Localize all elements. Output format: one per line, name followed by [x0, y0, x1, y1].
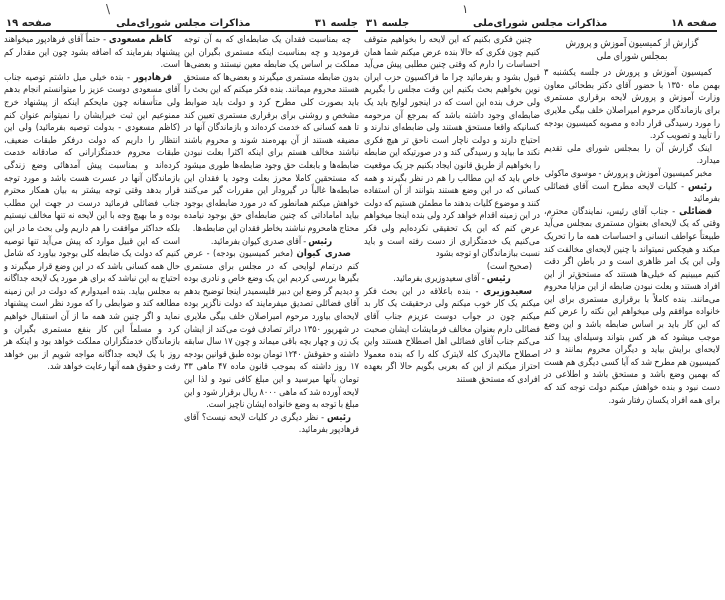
paragraph-text: (مخبر کمیسیون بودجه) - عرض کنم درتمام لوایحی که در مجلس برای مستمری بگیرها بررسی کردیم این یک وضع خاص و نادری بوده و دیدیم گر وضع این دبیر فلیسمیدر اینجا توضیح بدهم آقای فضائلی تصدیق میفرمایند که دولت ناگزیر بوده لایحه‌ای بیاورد مرحوم امیراصلان خلف بیگی ملایری در شهریور ۱۳۵۰ دراثر تصادف فوت می‌کند از ایشان یک زن و چهار بچه باقی میماند و چون ۱۷ سال سابقه داشته و حقوقش ۱۲۴۰ تومان بوده طبق قوانین بودجه ۱۷ روز داشته که بموجب قانون ماده ۴۷ ماهی ۳۳ تومان بآنها میرسید و این مبلغ کافی نبود و لذا این لایحه آورده شد که ماهی ۸۰۰۰ ریال برقرار شود و این مبلغ با توجه به وضع خانواده ایشان ناچیز است. — [184, 249, 360, 411]
report-subheading: بمجلس شورای ملی — [596, 50, 668, 62]
paragraph — [364, 261, 540, 274]
paragraph-text: - حتماً آقای فرهادپور میخواهند پیشنهاد بفرمایند که اضافه بشود چون این مقدار کم است. — [4, 35, 180, 71]
paragraph-text: مخبر کمیسیون آموزش و پرورش - موسوی ماکوئی — [544, 168, 712, 179]
text-column-right — [544, 34, 720, 407]
speaker-name: فضائلی — [679, 205, 713, 217]
paragraph-text: کمیسیون آموزش و پرورش در جلسه یکشنبه ۳ بهمن ماه ۱۳۵۰ با حضور آقای دکتر بطحائی معاون وزارت آموزش و پرورش لایحه برقراری مستمری برای بازماندگان مرحوم امیراصلان خلف بیگی ملایری را مورد رسیدگی قرار داده و مصوبه کمیسیون بودجه را تأیید و تصویب کرد. — [544, 68, 720, 142]
speaker-name: صدری کیوان — [296, 248, 351, 260]
text-column-left — [364, 34, 540, 387]
paragraph-text: - آقای صدری کیوان بفرمائید. — [210, 236, 307, 247]
report-heading: گزارش از کمیسیون آموزش و پرورش — [565, 38, 699, 49]
page-header — [6, 16, 358, 32]
paragraph-text: چه بمناسبت فقدان یک ضابطه‌ای که به آن توجه فرمودید و چه بمناسبت اینکه مستمری بگیران این مملکت بر اساس یک ضابطه معین نیستند و بعضی‌ها بدون ضابطه مستمری میگیرند و بعضی‌ها که مستحق هستند محروم میمانند. بنده فکر میکنم که این بحث را باید بصورت کلی مطرح کرد و دولت باید ضوابط مشخص و روشنی برای برقراری مستمری تعیین کند تا همه کسانی که خدمت کرده‌اند و بازماندگان آنها در مضیقه هستند از آن بهره‌مند شوند و محروم باشند نباشند مخالف هستم برای اینکه اکثرا بعلت نبودن ضابطه‌ها و بابعلت حق وجود ضابطه‌ها طوری میشود که مستحقین کاملا محرز بعلت وجود یا فقدان این ضابطه‌ها غالباً در گیرودار این مقررات گیر می‌کنند خواهش میکنم همانطور که در مورد ضابطه‌ای بوجود بیاید اماماداتی که چنین ضابطه‌ای حق بوجود نیامده محتاج هامحروم نباشند بخاطر فقدان این ضابطه‌ها. — [184, 35, 359, 234]
paragraph-text: چنین فکری بکنیم که این لایحه را بخواهیم متوقف کنیم چون فکری که حالا بنده عرض میکنم شما همان احساسات را دارم که وقتی چنین مطلبی پیش می‌آید قبول بشود و بفرمائید چرا ما فراکسیون حزب ایران نوین بخواهیم بحث بکنیم این وقت مجلس را بگیریم ولی حرف بنده این است که در اینجور لوایح باید یک ضابطه‌ای وجود داشته باشد که بمرجع آن مرحومه کسانیکه واقعا مستحق هستند ولی ضابطه‌ای ندارند و احتیاج دارند و دولت ناچار است ناحق تر هیچ فکری نکند ما بیاید و رسیدگی کند و در صورتیکه این ضابطه را بخواهیم از طریق قانون ایجاد بکنیم جز یک موقعیت خاص باید که این مطالب را هم در نظر بگیرند و همه کسانی که در این وضع هستند بتوانند از آن استفاده کنند و موضوع کلیات بدهند ما مطمئن هستیم که دولت در این زمینه اقدام خواهد کرد ولی بنده اینجا میخواهم عرض کنم که این یک تحقیقی نکرده‌ایم ولی فکر می‌کنیم یک خدمتگزاری از دست رفته است و باید نسبت ببازماندگان او توجه بشود — [364, 35, 540, 260]
paragraph — [184, 236, 359, 249]
paragraph-text: - نظر دیگری در کلیات لایحه نیست؟ آقای فرهادپور بفرمائید. — [184, 412, 359, 436]
paragraph-text: - جناب آقای رئیس، نمایندگان محترم، وقتی که یک لایحه‌ای بعنوان مستمری بمجلس می‌آید طبیعتاً عواطف انسانی و احساسات همه ما را تحریک میکند و هیچکس نمیتواند با چنین لایحه‌ای مخالفت کند ولی این یک امر ظاهری است و در باطن اگر دقت کنیم میبینیم که خیلی‌ها هستند که مستحق‌تر از این افراد هستند و بعلت نبودن ضابطه از این مزایا محروم می‌مانند. بنده کاملاً با برقراری مستمری برای این خانواده موافقم ولی میخواهم این نکته را عرض کنم که این کار باید بر اساس ضابطه باشد و این وضع موجب میشود که هر کس بتواند وسیله‌ای پیدا کند لایحه‌ای برایش بیاید و دیگران محروم بمانند و در کمیسیون هم مطرح شد که آیا کسی دیگری هم هست که بهمین وضع باشد و مستحق باشد و اطلاعی در دست نبود و بنده خواهش میکنم دولت توجه کند که برای همه افراد یکسان رفتار شود. — [544, 206, 720, 406]
page-number: صفحه ۱۹ — [6, 18, 52, 29]
page-header — [366, 16, 717, 32]
text-column-left — [4, 34, 180, 374]
paragraph — [364, 273, 540, 286]
speaker-name: کاظم مسعودی — [108, 34, 172, 45]
paragraph — [184, 412, 359, 437]
paragraph — [4, 34, 180, 72]
speaker-name: سعیدوزیری — [483, 285, 532, 297]
paragraph-text: - بنده باعلاقه در این بحث فکر میکنم یک کار خوب میکنم ولی درحقیقت یک کار بد میکنم چون در جواب دوست عزیزم جناب آقای فضائلی دارم بعنوان مخالف فرمایشات ایشان صحبت می‌کنم جناب آقای فضائلی اهل اصطلاح هستند واین اصطلاح مالایدرک کله لایترک کله را که بنده معمولا احتراز میکنم از این که بعربی بگویم حالا اگر بعهده افرادی که مستحق هستند — [364, 286, 540, 386]
speaker-name: رئیس — [486, 273, 511, 285]
paragraph — [364, 286, 540, 387]
paragraph — [364, 34, 540, 261]
speaker-name: فرهادپور — [133, 71, 172, 83]
session-number: جلسه ۳۱ — [366, 18, 410, 29]
paragraph — [184, 248, 359, 412]
paragraph — [4, 72, 180, 374]
paragraph — [544, 67, 720, 143]
scan-mark: ۱ — [462, 2, 469, 16]
session-number: جلسه ۳۱ — [314, 18, 358, 29]
paragraph — [184, 34, 359, 236]
paragraph-text: - آقای سعیدوزیری بفرمائید. — [393, 274, 485, 285]
paragraph-text: - بنده خیلی میل داشتم توصیه جناب آقای مسعودی دوست عزیز را میتوانستم انجام بدهم ولی متأسفانه چون مایحکم اینکه از پیشنهاد خرج ممنوعیم این ثبت خیرایشان را نمیتوانم عنوان کنم (کاظم مسعودی - بدولت توصیه بفرمائید) ولی این انتظار را داریم که دولت درفکر طبقات ضعیف، طبقات محروم خدمتگزارانی که صادقانه خدمت کرده‌اند و بمناسبت پیش آمدهائی وضع زندگی بازماندگان آنها در عسرت هست باشد و مورد توجه قرار بدهد وقتی توجه بیشتر به بیان همکار محترم جناب فضائلی فرمائید درست در جهت این مطلب بوده و ما بهیچ وجه با این لایحه نه تنها مخالف نیستیم بلکه حداکثر موافقت را هم داریم ولی بحث ما در این است که این قبیل موارد که پیش می‌آید تنها توصیه کنیم که دولت یک ضابطه کلی بوجود بیاورد که شامل حال همه کسانی باشد که در این وضع قرار میگیرند و احتیاج به این نباشد که برای هر مورد یک لایحه جداگانه به مجلس بیاید. بنده امیدوارم که دولت در این زمینه مطالعه کند و ضوابطی را که مورد نظر است پیشنهاد نماید و اگر چنین شد همه ما از آن استقبال خواهیم کرد و مسلماً این کار بنفع مستمری بگیران و بازماندگان خدمتگزاران مملکت خواهد بود و اینکه هر روز با یک لایحه جداگانه مواجه شویم از بین خواهد رفت و حقوق همه آنها رعایت خواهد شد. — [4, 72, 180, 373]
paragraph-text: (صحیح است) — [486, 261, 532, 272]
paragraph — [544, 168, 720, 181]
paragraph — [544, 143, 720, 168]
text-column-right — [184, 34, 359, 437]
running-title: مذاکرات مجلس شورای‌ملی — [473, 18, 608, 29]
paragraph — [544, 181, 720, 206]
running-title: مذاکرات مجلس شورای‌ملی — [116, 18, 251, 29]
speaker-name: رئیس — [688, 180, 712, 192]
paragraph — [544, 206, 720, 408]
paragraph-text: اینک گزارش آن را بمجلس شورای ملی تقدیم میدارد. — [544, 143, 720, 167]
paragraph-text: - کلیات لایحه مطرح است آقای فضائلی بفرمائید — [544, 181, 720, 205]
page-number: صفحه ۱۸ — [671, 18, 717, 29]
speaker-name: رئیس — [308, 235, 333, 247]
scan-mark: \ — [106, 2, 111, 16]
speaker-name: رئیس — [327, 411, 351, 423]
